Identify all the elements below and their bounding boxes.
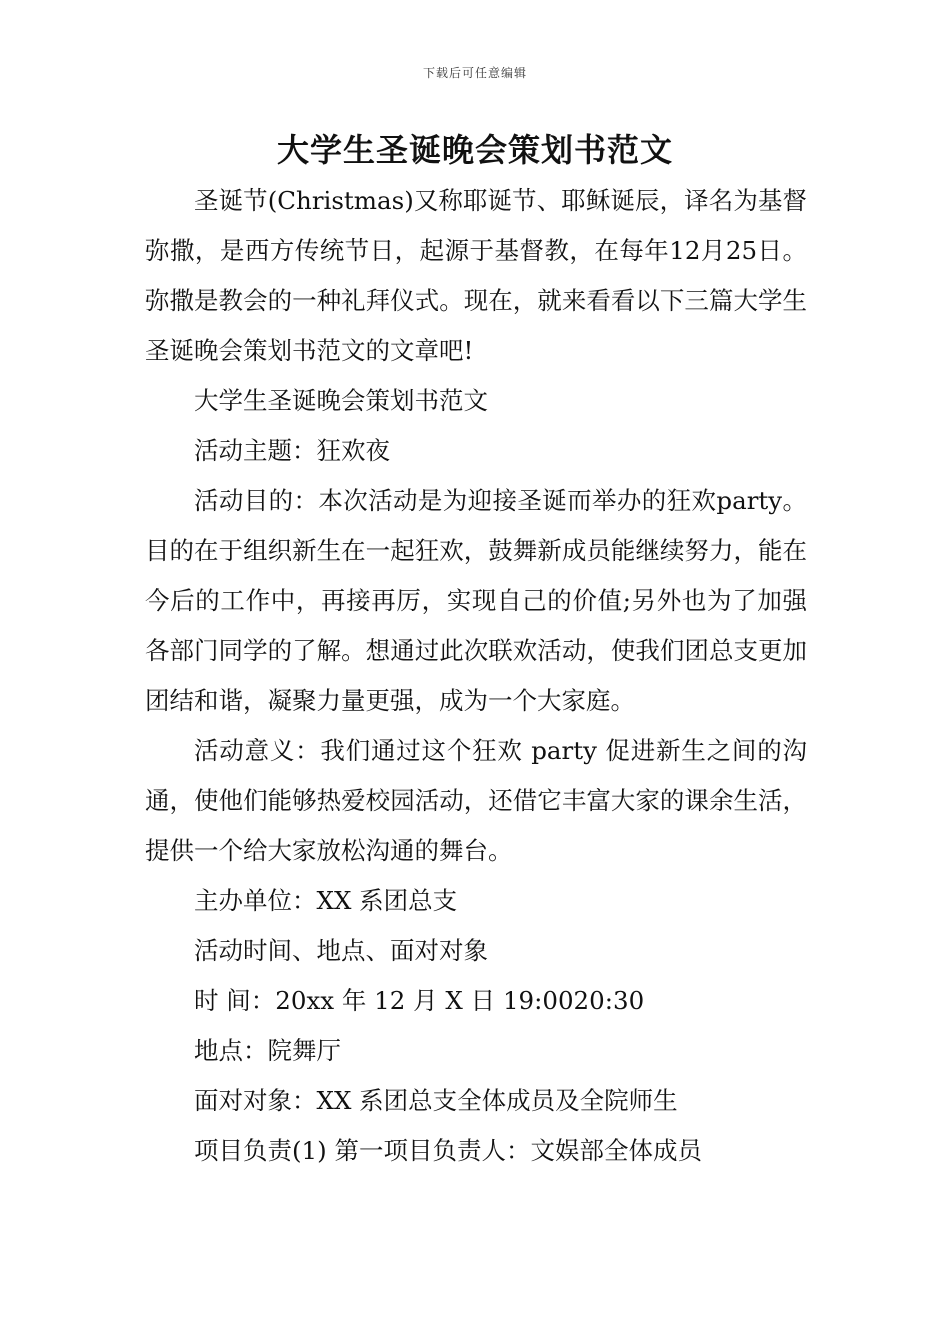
paragraph-audience: 面对对象：XX 系团总支全体成员及全院师生 <box>194 1086 678 1115</box>
paragraph-organizer: 主办单位：XX 系团总支 <box>194 886 458 915</box>
paragraph-responsibility: 项目负责(1) 第一项目负责人：文娱部全体成员 <box>194 1136 702 1165</box>
header-note: 下载后可任意编辑 <box>422 66 527 80</box>
document-body <box>145 176 807 1176</box>
paragraph-time: 时 间：20xx 年 12 月 X 日 19:0020:30 <box>194 986 645 1015</box>
paragraph-theme: 活动主题：狂欢夜 <box>194 436 390 465</box>
paragraph-intro: 圣诞节(Christmas)又称耶诞节、耶稣诞辰，译名为基督弥撒，是西方传统节日，起源于基督教，在每年12月25日。弥撒是教会的一种礼拜仪式。现在，就来看看以下三篇大学生圣诞晚会策划书范文的文章吧! <box>145 186 807 365</box>
paragraph-place: 地点：院舞厅 <box>194 1036 341 1065</box>
paragraph-purpose: 活动目的：本次活动是为迎接圣诞而举办的狂欢party。目的在于组织新生在一起狂欢，鼓舞新成员能继续努力，能在今后的工作中，再接再厉，实现自己的价值;另外也为了加强各部门同学的了解。想通过此次联欢活动，使我们团总支更加团结和谐，凝聚力量更强，成为一个大家庭。 <box>145 486 807 715</box>
document-title: 大学生圣诞晚会策划书范文 <box>276 131 673 169</box>
paragraph-significance: 活动意义：我们通过这个狂欢 party 促进新生之间的沟通，使他们能够热爱校园活动，还借它丰富大家的课余生活，提供一个给大家放松沟通的舞台。 <box>145 736 807 865</box>
paragraph-time-place-heading: 活动时间、地点、面对对象 <box>194 936 488 965</box>
paragraph-subtitle: 大学生圣诞晚会策划书范文 <box>194 386 488 415</box>
